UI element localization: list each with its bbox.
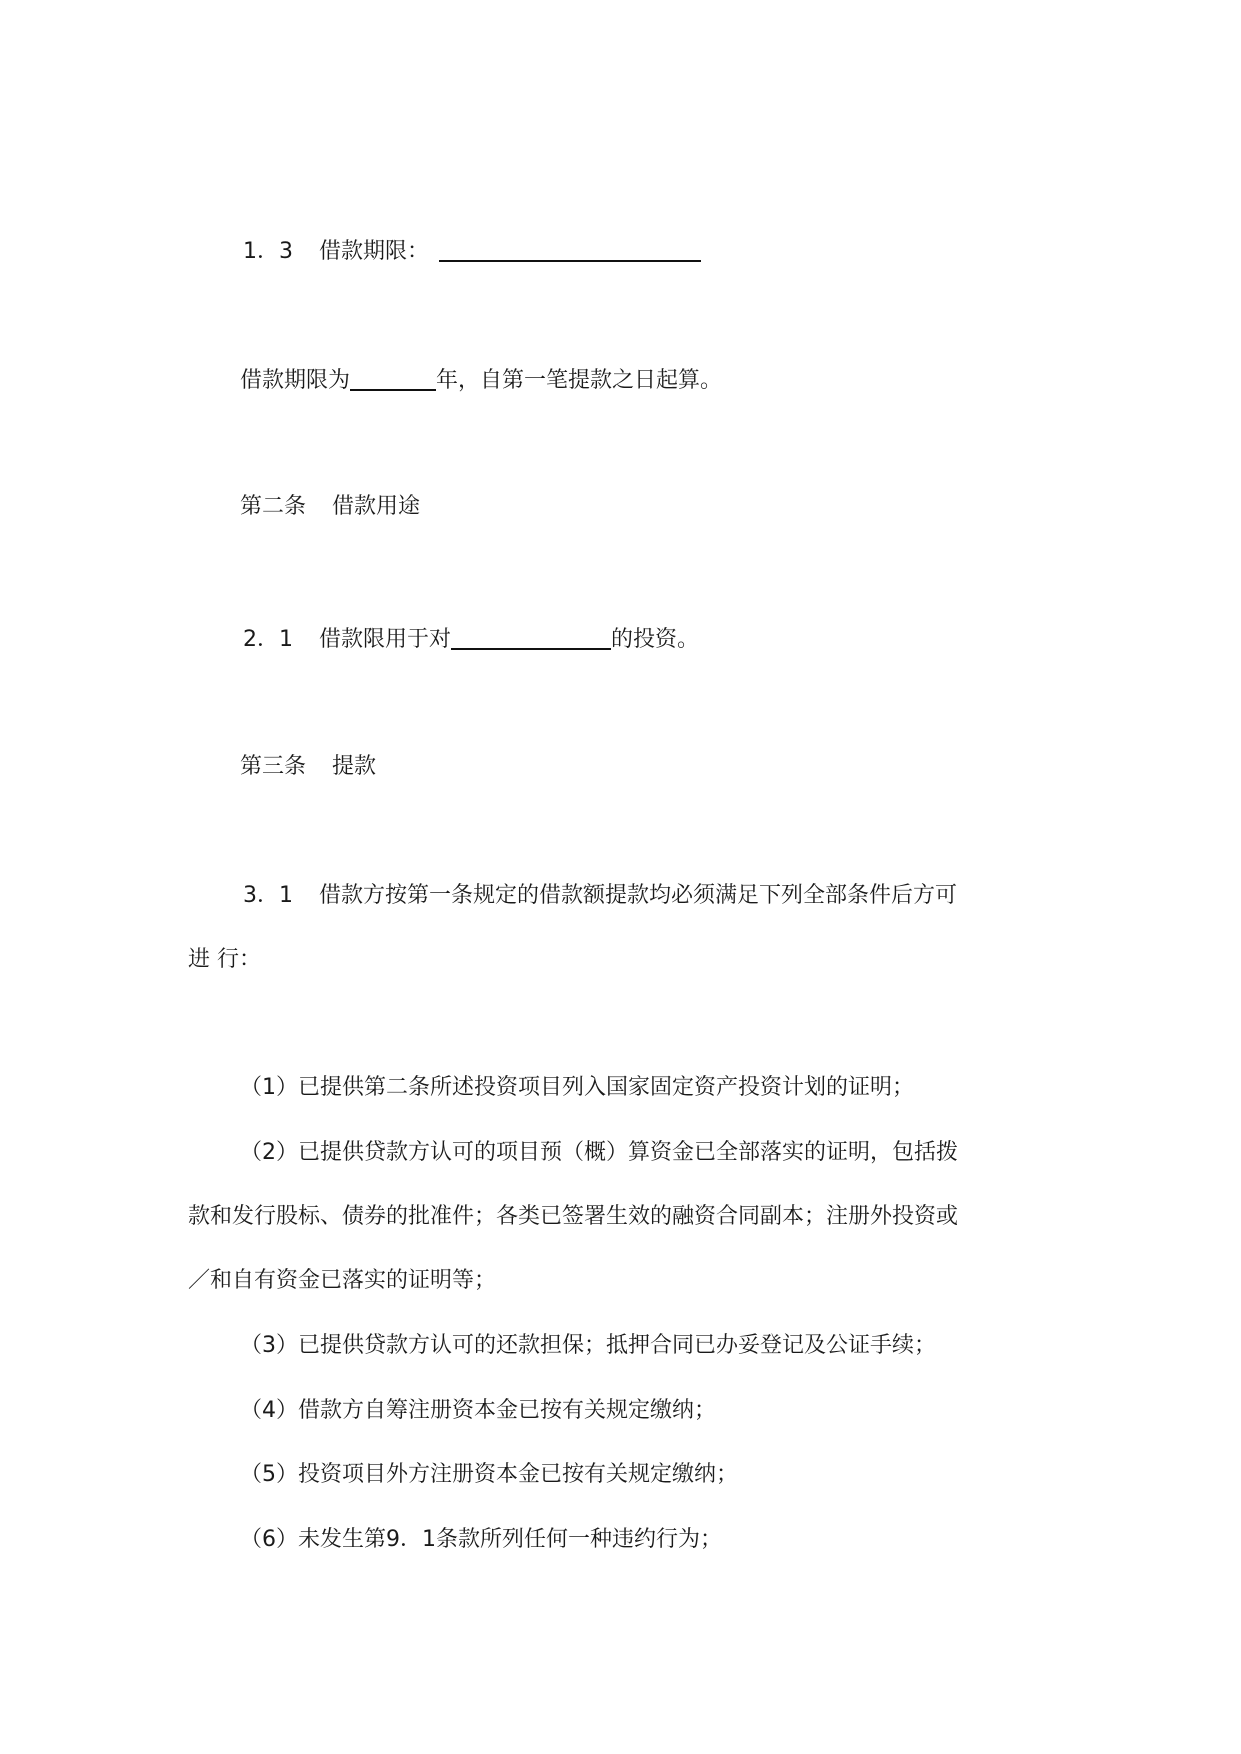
condition-item-1	[240, 1073, 914, 1103]
condition-item-5	[240, 1460, 738, 1490]
condition-text: 投资项目外方注册资本金已按有关规定缴纳；	[298, 1462, 739, 1487]
article-title: 借款用途	[332, 494, 421, 519]
section-1-3	[243, 234, 701, 267]
condition-text: 已提供贷款方认可的项目预（概）算资金已全部落实的证明，包括拨	[298, 1140, 959, 1165]
article-number: 第三条	[240, 754, 307, 779]
condition-marker: （3）	[240, 1333, 298, 1358]
condition-text: 已提供第二条所述投资项目列入国家固定资产投资计划的证明；	[298, 1075, 915, 1100]
condition-text: 未发生第9．1条款所列任何一种违约行为；	[298, 1527, 722, 1552]
article-2-heading	[240, 492, 420, 522]
article-number: 第二条	[240, 494, 307, 519]
condition-item-6	[240, 1525, 722, 1555]
condition-marker: （5）	[240, 1462, 298, 1487]
section-number: 2．1	[243, 627, 293, 652]
section-3-1-continuation: 进 行：	[188, 947, 261, 972]
condition-text: 已提供贷款方认可的还款担保；抵押合同已办妥登记及公证手续；	[298, 1333, 937, 1358]
investment-target-blank[interactable]	[451, 626, 611, 650]
condition-marker: （1）	[240, 1075, 298, 1100]
condition-item-4	[240, 1396, 716, 1426]
section-number: 3．1	[243, 883, 293, 908]
section-label: 借款期限：	[319, 239, 430, 264]
article-3-heading	[240, 752, 376, 782]
term-years-blank[interactable]	[350, 367, 436, 391]
section-2-1	[243, 622, 699, 655]
condition-marker: （6）	[240, 1527, 298, 1552]
term-prefix: 借款期限为	[240, 368, 351, 393]
term-sentence	[240, 363, 722, 396]
condition-text: 借款方自筹注册资本金已按有关规定缴纳；	[298, 1398, 717, 1423]
section-prefix: 借款限用于对	[319, 627, 452, 652]
condition-item-2-line-2: 款和发行股标、债券的批准件；各类已签署生效的融资合同副本；注册外投资或	[188, 1204, 959, 1229]
condition-item-2-line-3: ／和自有资金已落实的证明等；	[188, 1268, 497, 1293]
section-3-1	[243, 881, 957, 911]
section-suffix: 的投资。	[611, 627, 700, 652]
condition-marker: （4）	[240, 1398, 298, 1423]
loan-term-blank[interactable]	[439, 238, 701, 262]
condition-item-3	[240, 1331, 936, 1361]
condition-item-2	[240, 1138, 958, 1168]
term-suffix: 年，自第一笔提款之日起算。	[436, 368, 723, 393]
article-title: 提款	[332, 754, 377, 779]
condition-marker: （2）	[240, 1140, 298, 1165]
section-number: 1．3	[243, 239, 293, 264]
section-text: 借款方按第一条规定的借款额提款均必须满足下列全部条件后方可	[319, 883, 958, 908]
